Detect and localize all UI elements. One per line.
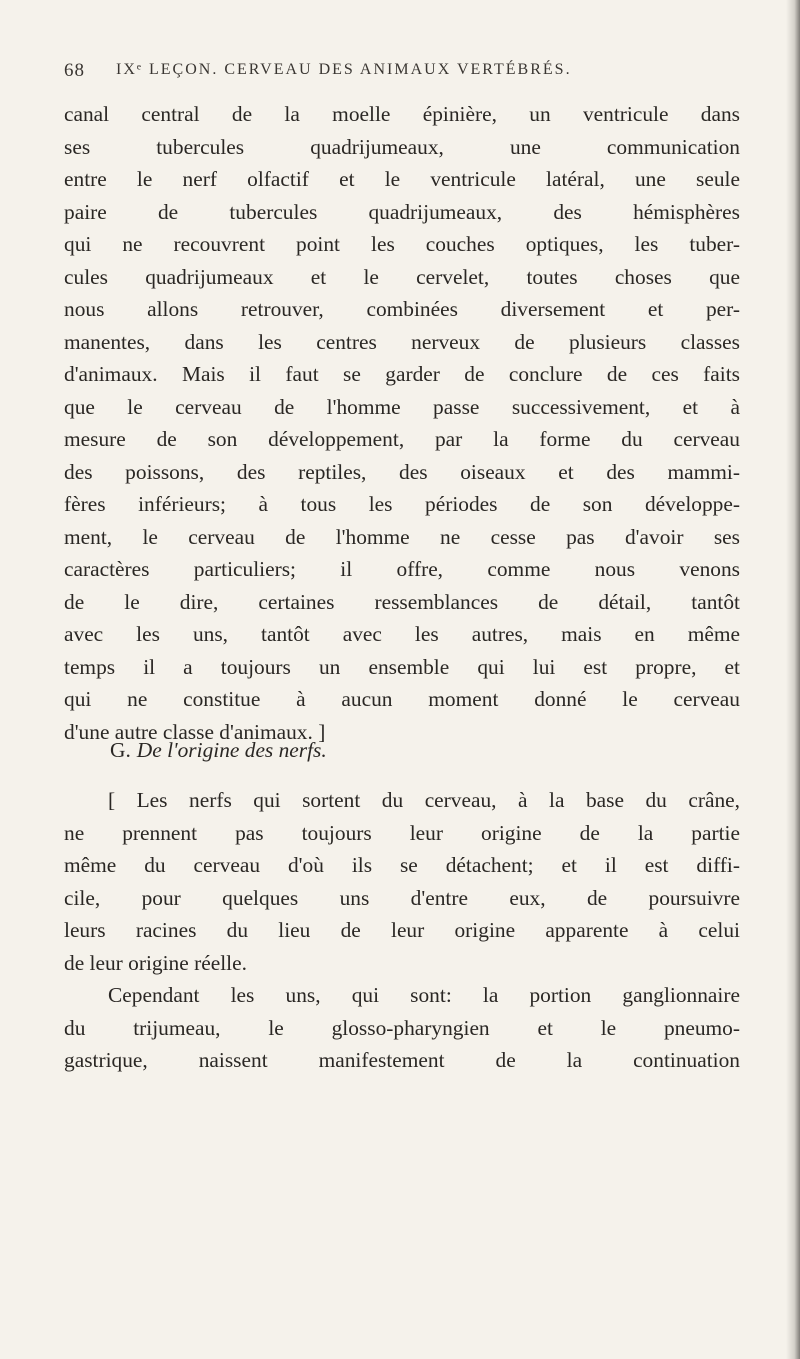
text-line: caractères particuliers; il offre, comme nous venons: [64, 557, 740, 581]
paragraph-2: [64, 784, 740, 1077]
text-line: des poissons, des reptiles, des oiseaux et des mammi-: [64, 459, 740, 484]
text-line: même du cerveau d'où ils se détachent; et il est diffi-: [64, 853, 740, 877]
text-line: ment, le cerveau de l'homme ne cesse pas d'avoir ses: [64, 524, 740, 549]
text-line: que le cerveau de l'homme passe successivement, et à: [64, 394, 740, 419]
text-line: de le dire, certaines ressemblances de détail, tantôt: [64, 589, 740, 614]
text-line: qui ne constitue à aucun moment donné le cerveau: [64, 687, 740, 711]
text-line: mesure de son développement, par la forme du cerveau: [64, 427, 740, 451]
text-line: fères inférieurs; à tous les périodes de son développe-: [64, 492, 740, 516]
section-heading: [110, 738, 327, 763]
running-title: IXᵉ LEÇON. CERVEAU DES ANIMAUX VERTÉBRÉS.: [116, 61, 572, 78]
text-line: paire de tubercules quadrijumeaux, des hémisphères: [64, 199, 740, 224]
text-line: temps il a toujours un ensemble qui lui est propre, et: [64, 654, 740, 679]
paragraph-1: [64, 98, 740, 748]
text-line: cile, pour quelques uns d'entre eux, de poursuivre: [64, 885, 740, 910]
text-line: gastrique, naissent manifestement de la continuation: [64, 1048, 740, 1072]
text-line: manentes, dans les centres nerveux de plusieurs classes: [64, 329, 740, 354]
text-line: ses tubercules quadrijumeaux, une communication: [64, 134, 740, 159]
page-edge-shadow: [786, 0, 800, 1359]
section-number: G.: [110, 738, 131, 762]
text-line: canal central de la moelle épinière, un ventricule dans: [64, 102, 740, 126]
text-line: Cependant les uns, qui sont: la portion ganglionnaire: [108, 983, 740, 1007]
text-line: leurs racines du lieu de leur origine apparente à celui: [64, 918, 740, 942]
page-number: 68: [64, 60, 85, 81]
text-line: cules quadrijumeaux et le cervelet, toutes choses que: [64, 264, 740, 289]
section-title: De l'origine des nerfs.: [136, 738, 327, 762]
text-line: d'animaux. Mais il faut se garder de conclure de ces faits: [64, 362, 740, 386]
text-line: avec les uns, tantôt avec les autres, mais en même: [64, 622, 740, 646]
text-line: ne prennent pas toujours leur origine de la partie: [64, 820, 740, 845]
text-line: d'une autre classe d'animaux. ]: [64, 719, 326, 744]
page-header: [64, 60, 724, 88]
text-line: entre le nerf olfactif et le ventricule latéral, une seule: [64, 167, 740, 191]
text-line: du trijumeau, le glosso-pharyngien et le pneumo-: [64, 1015, 740, 1040]
text-line: de leur origine réelle.: [64, 950, 247, 975]
text-line: [ Les nerfs qui sortent du cerveau, à la base du crâne,: [108, 788, 740, 812]
text-line: qui ne recouvrent point les couches optiques, les tuber-: [64, 232, 740, 256]
text-line: nous allons retrouver, combinées diversement et per-: [64, 297, 740, 321]
